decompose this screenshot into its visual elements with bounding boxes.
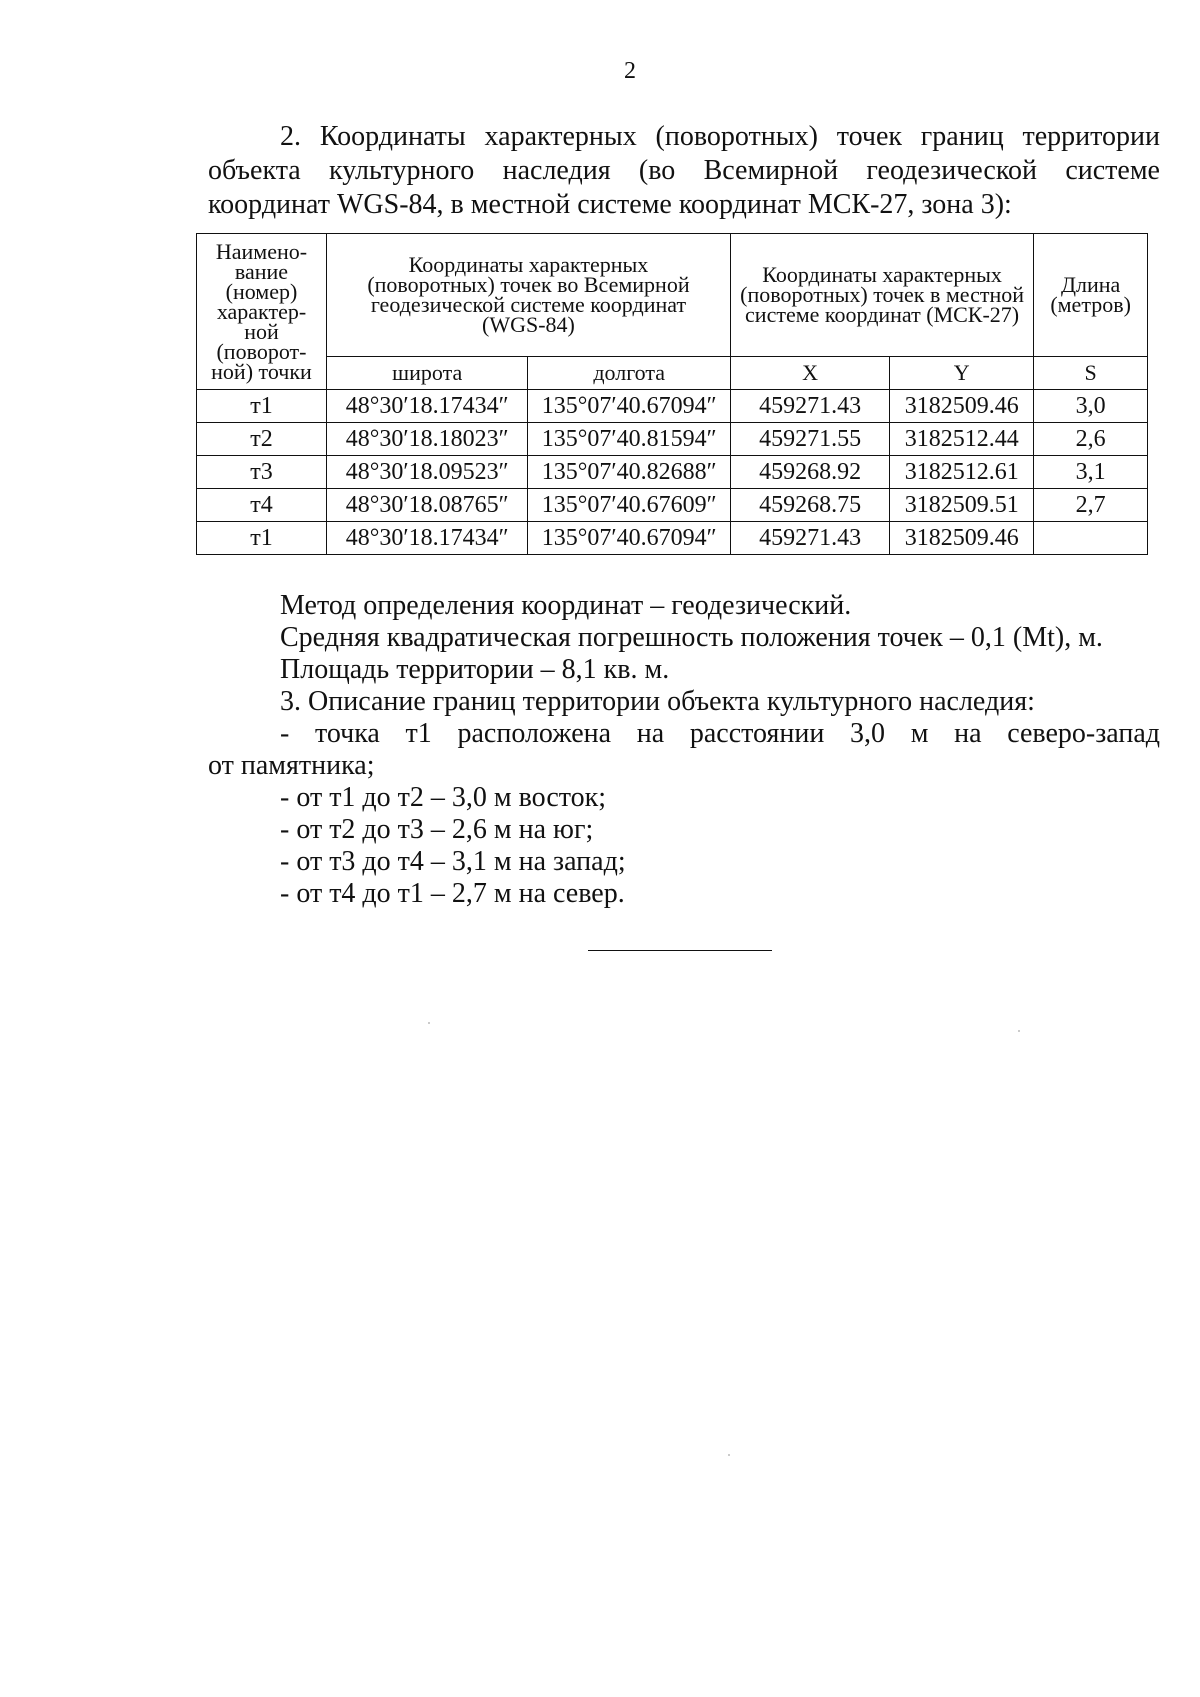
cell-lon: 135°07′40.67094″ — [528, 390, 731, 423]
cell-lat: 48°30′18.18023″ — [326, 423, 527, 456]
cell-point: т1 — [197, 390, 327, 423]
header-msk-text: Координаты характерных (поворотных) точек в местной системе координат (МСК-27) — [740, 262, 1025, 327]
header-wgs — [326, 234, 730, 357]
cell-point: т4 — [197, 489, 327, 522]
cell-lat: 48°30′18.17434″ — [326, 522, 527, 555]
cell-y: 3182512.61 — [890, 456, 1034, 489]
cell-lat: 48°30′18.09523″ — [326, 456, 527, 489]
cell-x: 459268.75 — [730, 489, 889, 522]
header-length-text: Длина (метров) — [1050, 272, 1131, 317]
paragraph-segment-4: - от т4 до т1 – 2,7 м на север. — [280, 878, 625, 909]
header-wgs-text: Координаты характерных (поворотных) точек во Всемирной геодезической системе координат (WGS-84) — [367, 252, 690, 337]
scan-speck — [728, 1454, 730, 1456]
header-lon: долгота — [528, 357, 731, 390]
cell-x: 459271.43 — [730, 522, 889, 555]
paragraph-error: Средняя квадратическая погрешность положения точек – 0,1 (Mt), м. — [280, 622, 1103, 653]
coordinates-table — [196, 233, 1148, 555]
table-header-row — [197, 234, 1148, 357]
header-lat: широта — [326, 357, 527, 390]
section-2-heading-text: 2. Координаты характерных (поворотных) точек границ территории объекта культурного наследия (во Всемирной геодезической системе координат WGS-84, в местной системе координат МСК-27, зона 3): — [208, 121, 1160, 220]
paragraph-segment-1: - от т1 до т2 – 3,0 м восток; — [280, 782, 607, 813]
header-msk — [730, 234, 1033, 357]
cell-lon: 135°07′40.67609″ — [528, 489, 731, 522]
cell-lon: 135°07′40.81594″ — [528, 423, 731, 456]
header-point-name — [197, 234, 327, 390]
cell-x: 459271.55 — [730, 423, 889, 456]
cell-lon: 135°07′40.82688″ — [528, 456, 731, 489]
header-x: X — [730, 357, 889, 390]
cell-x: 459268.92 — [730, 456, 889, 489]
table-row — [197, 390, 1148, 423]
cell-y: 3182512.44 — [890, 423, 1034, 456]
header-y: Y — [890, 357, 1034, 390]
header-length — [1034, 234, 1148, 357]
scan-speck — [1018, 1030, 1020, 1032]
table-row — [197, 522, 1148, 555]
cell-point: т2 — [197, 423, 327, 456]
paragraph-section-3: 3. Описание границ территории объекта культурного наследия: — [280, 686, 1035, 717]
cell-lon: 135°07′40.67094″ — [528, 522, 731, 555]
paragraph-segment-2: - от т2 до т3 – 2,6 м на юг; — [280, 814, 594, 845]
cell-s: 3,0 — [1034, 390, 1148, 423]
body-text — [208, 590, 1160, 910]
section-2-heading — [208, 120, 1160, 222]
paragraph-point-location: - точка т1 расположена на расстоянии 3,0 м на северо-запад — [280, 718, 1160, 749]
paragraph-point-location-cont: от памятника; — [208, 750, 375, 781]
cell-y: 3182509.51 — [890, 489, 1034, 522]
cell-s — [1034, 522, 1148, 555]
cell-s: 2,6 — [1034, 423, 1148, 456]
table-row — [197, 456, 1148, 489]
table-row — [197, 489, 1148, 522]
page-number: 2 — [624, 58, 636, 84]
cell-point: т3 — [197, 456, 327, 489]
header-s: S — [1034, 357, 1148, 390]
cell-y: 3182509.46 — [890, 522, 1034, 555]
header-point-name-text: Наимено-вание (номер) характер-ной (поворот-ной) точки — [211, 238, 312, 384]
end-divider-line — [588, 950, 772, 951]
paragraph-area: Площадь территории – 8,1 кв. м. — [280, 654, 670, 685]
table-row — [197, 423, 1148, 456]
cell-x: 459271.43 — [730, 390, 889, 423]
scan-speck — [428, 1022, 430, 1024]
cell-y: 3182509.46 — [890, 390, 1034, 423]
table-subheader-row — [197, 357, 1148, 390]
paragraph-method: Метод определения координат – геодезический. — [280, 590, 852, 621]
cell-lat: 48°30′18.08765″ — [326, 489, 527, 522]
cell-s: 3,1 — [1034, 456, 1148, 489]
cell-lat: 48°30′18.17434″ — [326, 390, 527, 423]
cell-point: т1 — [197, 522, 327, 555]
cell-s: 2,7 — [1034, 489, 1148, 522]
paragraph-segment-3: - от т3 до т4 – 3,1 м на запад; — [280, 846, 626, 877]
